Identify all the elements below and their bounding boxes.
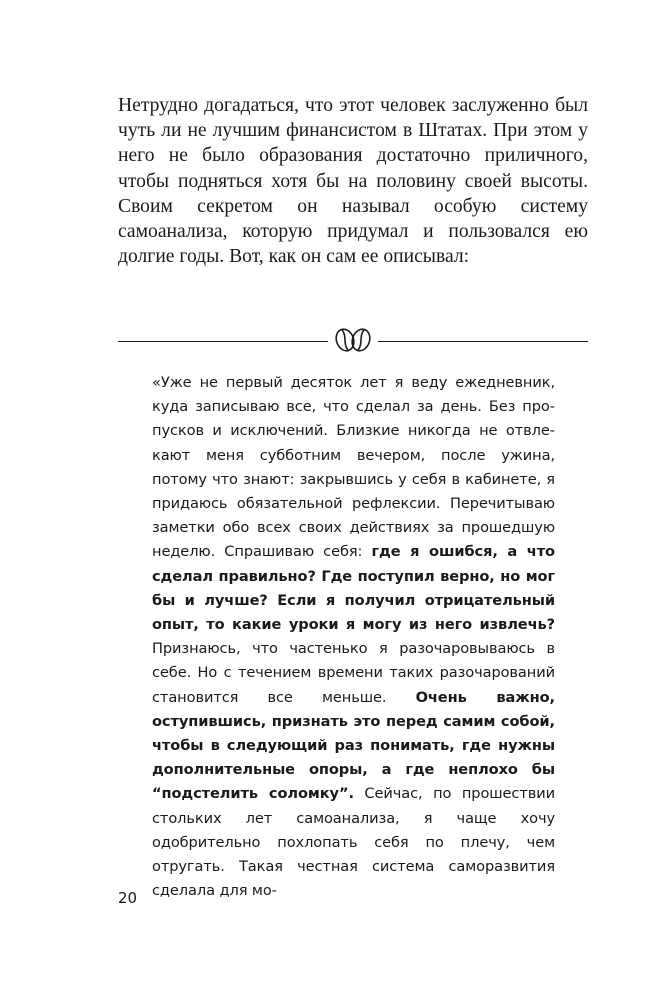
quote-emphasis: где я ошибся, а что сделал правильно? Где поступил верно, но мог бы и лучше? Если я получил отрицательный опыт, то какие уроки я могу из него извлечь? [152, 543, 555, 634]
quote-text: «Уже не первый десяток лет я веду ежедневник, куда записываю все, что сделал за день. Без пропусков и исключений. Близкие никогда не отвлекают меня субботним вечером, после ужина, потому что знают: закрывшись у себя в кабинете, я придаюсь обязательной рефлексии. Перечитываю заметки обо всех своих действиях за прошедшую неделю. Спрашиваю себя: [152, 374, 555, 561]
intro-paragraph: Нетрудно догадаться, что этот человек заслуженно был чуть ли не лучшим финансистом в Штатах. При этом у него не было образования достаточно приличного, чтобы подняться хотя бы на половину своей высоты. Своим секретом он называл особую систему самоанализа, которую придумал и пользовался ею долгие годы. Вот, как он сам ее описывал: [118, 95, 588, 268]
divider-line-left [118, 341, 328, 342]
section-divider [118, 322, 588, 358]
quote-emphasis: Очень важно, оступившись, признать это перед самим собой, чтобы в следующий раз понимать, где нужны дополнительные опоры, а где неплохо бы “подстелить соломку”. [152, 688, 555, 803]
quote-text: Признаюсь, что частенько я разочаровываюсь в себе. Но с течением времени таких разочарований становится все меньше. [152, 640, 555, 706]
divider-line-right [378, 341, 588, 342]
page-number: 20 [118, 889, 138, 907]
quote-text: Сейчас, по прошествии стольких лет самоанализа, я чаще хочу одобрительно похлопать себя по плечу, чем отругать. Такая честная система саморазвития сделала для мо- [152, 785, 555, 900]
quote-block [152, 371, 555, 903]
coffee-beans-icon [331, 322, 375, 358]
